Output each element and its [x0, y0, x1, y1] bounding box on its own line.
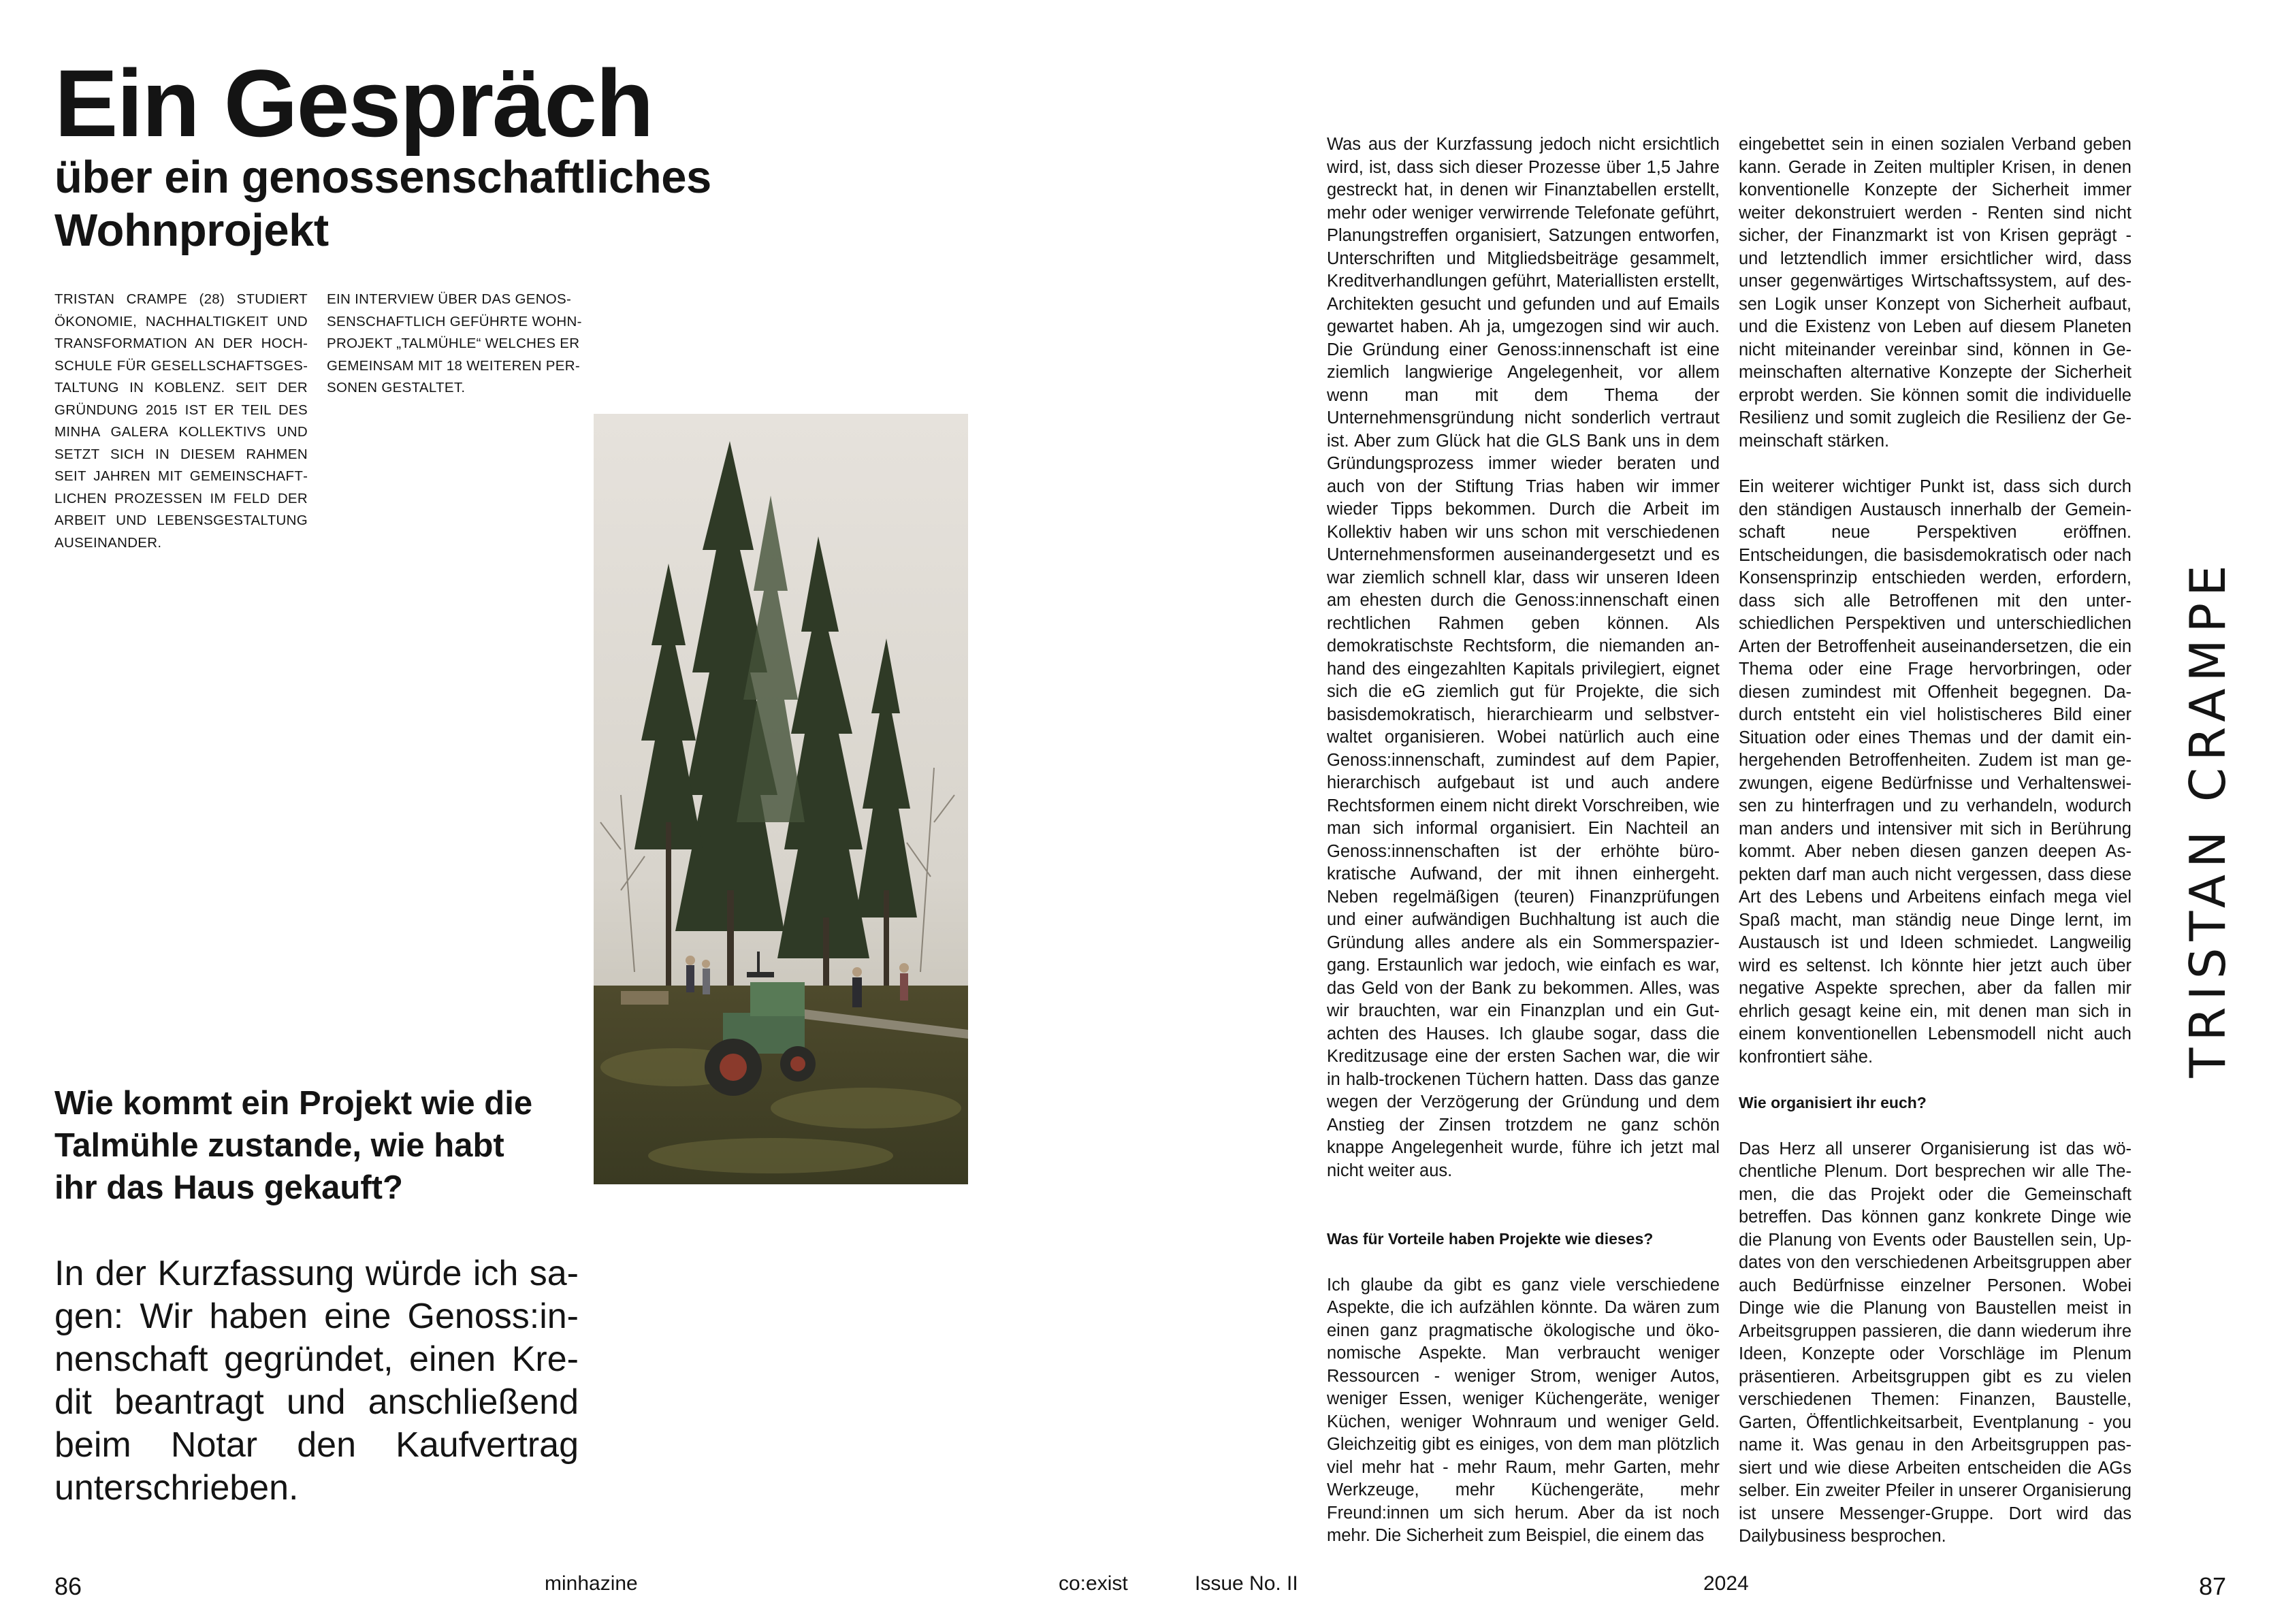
article-title: Ein Gespräch [54, 50, 653, 157]
forest-tractor-photo [594, 414, 968, 1184]
vertical-interviewee-name [2170, 558, 2245, 1078]
intro-bio: TRISTAN CRAMPE (28) STUDIERT ÖKONOMIE, NACHHALTIGKEIT UND TRANSFORMATION AN DER HOCHSCHULE FÜR GESELLSCHAFTSGESTALTUNG IN KOBLENZ. SEIT DER GRÜNDUNG 2015 IST ER TEIL DES MINHA GALERA KOLLEKTIVS UND SETZT SICH IN DIESEM RAHMEN SEIT JAHREN MIT GEMEINSCHAFTLICHEN PROZESSEN IM FELD DER ARBEIT UND LEBENSGESTALTUNG AUSEINANDER. [54, 291, 308, 551]
text-column-2 [1739, 133, 2132, 1548]
paragraph: Was aus der Kurzfassung jedoch nicht ersichtlich wird, ist, dass sich dieser Prozesse über 1,5 Jahre gestreckt hat, in denen wir Finanztabellen erstellt, mehr oder weniger verwirrende Telefonate geführt, Planungstreffen organisiert, Satzungen entworfen, Unterschriften und Mitgliedsbeiträge gesammelt, Kreditverhandlungen geführt, Materiallisten erstellt, Architekten gesucht und gefunden und auf Emails gewartet haben. Ah ja, umgezogen sind wir auch. Die Gründung einer Genoss:innenschaft ist eine ziemlich langwierige Angelegenheit, vor allem wenn man mit dem Thema der Unternehmensgründung nicht sonderlich vertraut ist. Aber zum Glück hat die GLS Bank uns in dem Gründungsprozess immer wieder beraten und auch von der Stiftung Trias haben wir immer wieder Tipps bekommen. Durch die Arbeit im Kollektiv haben wir uns schon mit verschiedenen Unternehmensformen auseinandergesetzt und es war ziemlich schnell klar, dass wir unseren Ideen am ehesten durch die Genoss:innenschaft einen rechtlichen Rahmen geben können. Als demokratischste Rechtsform, die niemanden anhand des eingezahlten Kapitals privilegiert, eignet sich die eG ziemlich gut für Projekte, die sich basisdemokratisch, hierarchiearm und selbstverwaltet organisieren. Wobei natürlich auch eine Genoss:innenschaft, zumindest auf dem Papier, hierarchisch aufgebaut ist und auch andere Rechtsformen einem nicht direkt Vorschreiben, wie man sich informal organisiert. Ein Nachteil an Genoss:innenschaften ist der erhöhte bürokratische Aufwand, der mit ihnen einhergeht. Neben regelmäßigen (teuren) Finanzprüfungen und einer aufwändigen Buchhaltung ist auch die Gründung alles andere als ein Sommerspaziergang. Erstaunlich war jedoch, wie einfach es war, das Geld von der Bank zu bekommen. Alles, was wir brauchten, war ein Finanzplan und ein Gutachten des Hauses. Ich glaube sogar, dass die Kreditzusage eine der ersten Sachen war, die wir in halb-trockenen Tüchern hatten. Dass das ganze wegen der Verzögerung der Gründung und dem Anstieg der Zinsen trotzdem ne ganz schön knappe Angelegenheit wurde, führe ich jetzt mal nicht weiter aus. [1327, 135, 1720, 1180]
page-number-right: 87 [2199, 1572, 2227, 1600]
interview-question: Was für Vorteile haben Projekte wie dieses? [1327, 1230, 1654, 1248]
issue-number: Issue No. II [1195, 1572, 1298, 1595]
vertical-name-text: TRISTAN CRAMPE [2179, 558, 2236, 1078]
text-column-1 [1327, 133, 1720, 1548]
paragraph: Ein weiterer wichtiger Punkt ist, dass sich durch den ständigen Austausch innerhalb der Gemeinschaft neue Perspektiven eröffnen. Entscheidungen, die basisdemokratisch oder nach Konsensprinzip entschieden werden, erfordern, dass sich alle Betroffenen mit den unterschiedlichen Perspektiven und unterschiedlichen Arten der Betroffenheit auseinandersetzen, die ein Thema oder eine Frage hervorbringen, oder diesen zumindest mit Offenheit begegnen. Dadurch entsteht ein viel holistischeres Bild einer Situation oder eines Themas und der damit einhergehenden Betroffenheiten. Zudem ist man gezwungen, eigene Bedürfnisse und Verhaltensweisen zu hinterfragen und zu verhandeln, wodurch man anders und intensiver mit sich in Berührung kommt. Aber neben diesen ganzen deepen Aspekten darf man auch nicht vergessen, dass diese Art des Lebens und Arbeitens einfach mega viel Spaß macht, man ständig neue Dinge lernt, im Austausch ist und Ideen schmiedet. Langweilig wird es seltenst. Ich könnte hier jetzt auch über negative Aspekte sprechen, aber da fallen mir ehrlich gesagt keine ein, mit denen man sich in einem konventionellen Lebensmodell nicht auch konfrontiert sähe. [1739, 477, 2132, 1067]
interview-question: Wie organisiert ihr euch? [1739, 1094, 1927, 1111]
issue-year: 2024 [1703, 1572, 1749, 1595]
paragraph: Ich glaube da gibt es ganz viele verschiedene Aspekte, die ich aufzählen könnte. Da wären zum einen ganz pragmatische ökologische und ökonomische Aspekte. Man verbraucht weniger Ressourcen - weniger Strom, weniger Autos, weniger Essen, weniger Küchengeräte, weniger Küchen, weniger Wohnraum und weniger Geld. Gleichzeitig gibt es einiges, von dem man plötzlich viel mehr hat - mehr Raum, mehr Garten, mehr Werkzeuge, mehr Küchengeräte, mehr Freund:innen um sich herum. Aber da ist noch mehr. Die Sicherheit zum Beispiel, die einem das [1327, 1275, 1720, 1545]
paragraph: eingebettet sein in einen sozialen Verband geben kann. Gerade in Zeiten multipler Krisen, in denen konventionelle Konzepte der Sicherheit immer weiter dekonstruiert werden - Renten sind nicht sicher, der Finanzmarkt ist von Krisen geprägt - und letztendlich immer ersichtlicher wird, dass unser gegenwärtiges Wirtschaftssystem, auf dessen Logik unser Konzept von Sicherheit aufbaut, und die Existenz von Leben auf diesem Planeten nicht miteinander vereinbar sind, können in Gemeinschaften alternative Konzepte der Sicherheit erprobt werden. Sie können somit die individuelle Resilienz und somit zugleich die Resilienz der Gemeinschaft stärken. [1739, 135, 2132, 451]
article-photo [594, 414, 968, 1184]
intro-teaser: EIN INTERVIEW ÜBER DAS GENOSSENSCHAFTLICH GEFÜHRTE WOHNPROJEKT „TALMÜHLE“ WELCHES ER GEMEINSAM MIT 18 WEITEREN PERSONEN GESTALTET. [327, 291, 582, 395]
answer-lead: In der Kurzfassung würde ich sagen: Wir haben eine Genoss:innenschaft gegründet, einen Kredit beantragt und anschließend beim Notar den Kaufvertrag unterschrieben. [54, 1254, 579, 1508]
article-subtitle: über ein genossenschaftliches Wohnprojekt [54, 152, 711, 257]
paragraph: Das Herz all unserer Organisierung ist das wöchentliche Plenum. Dort besprechen wir alle Themen, die das Projekt oder die Gemeinschaft betreffen. Das können ganz konkrete Dinge wie die Planung von Events oder Baustellen sein, Updates von den verschiedenen Arbeitsgruppen aber auch Bedürfnisse einzelner Personen. Wobei Dinge wie die Planung von Baustellen meist in Arbeitsgruppen passieren, die dann wiederum ihre Ideen, Konzepte oder Vorschläge im Plenum präsentieren. Arbeitsgruppen gibt es zu vielen verschiedenen Themen: Finanzen, Baustelle, Garten, Öffentlichkeitsarbeit, Eventplanung - you name it. Was genau in den Arbeitsgruppen passiert und wie diese Arbeiten entscheiden die AGs selber. Ein zweiter Pfeiler in unserer Organisierung ist unsere Messenger-Gruppe. Dort wird das Dailybusiness besprochen. [1739, 1139, 2132, 1546]
page-number-left: 86 [54, 1572, 82, 1600]
issue-theme: co:exist [1059, 1572, 1128, 1595]
interview-question: Wie kommt ein Projekt wie die Talmühle zustande, wie habt ihr das Haus gekauft? [54, 1085, 533, 1206]
magazine-name: minhazine [545, 1572, 638, 1595]
